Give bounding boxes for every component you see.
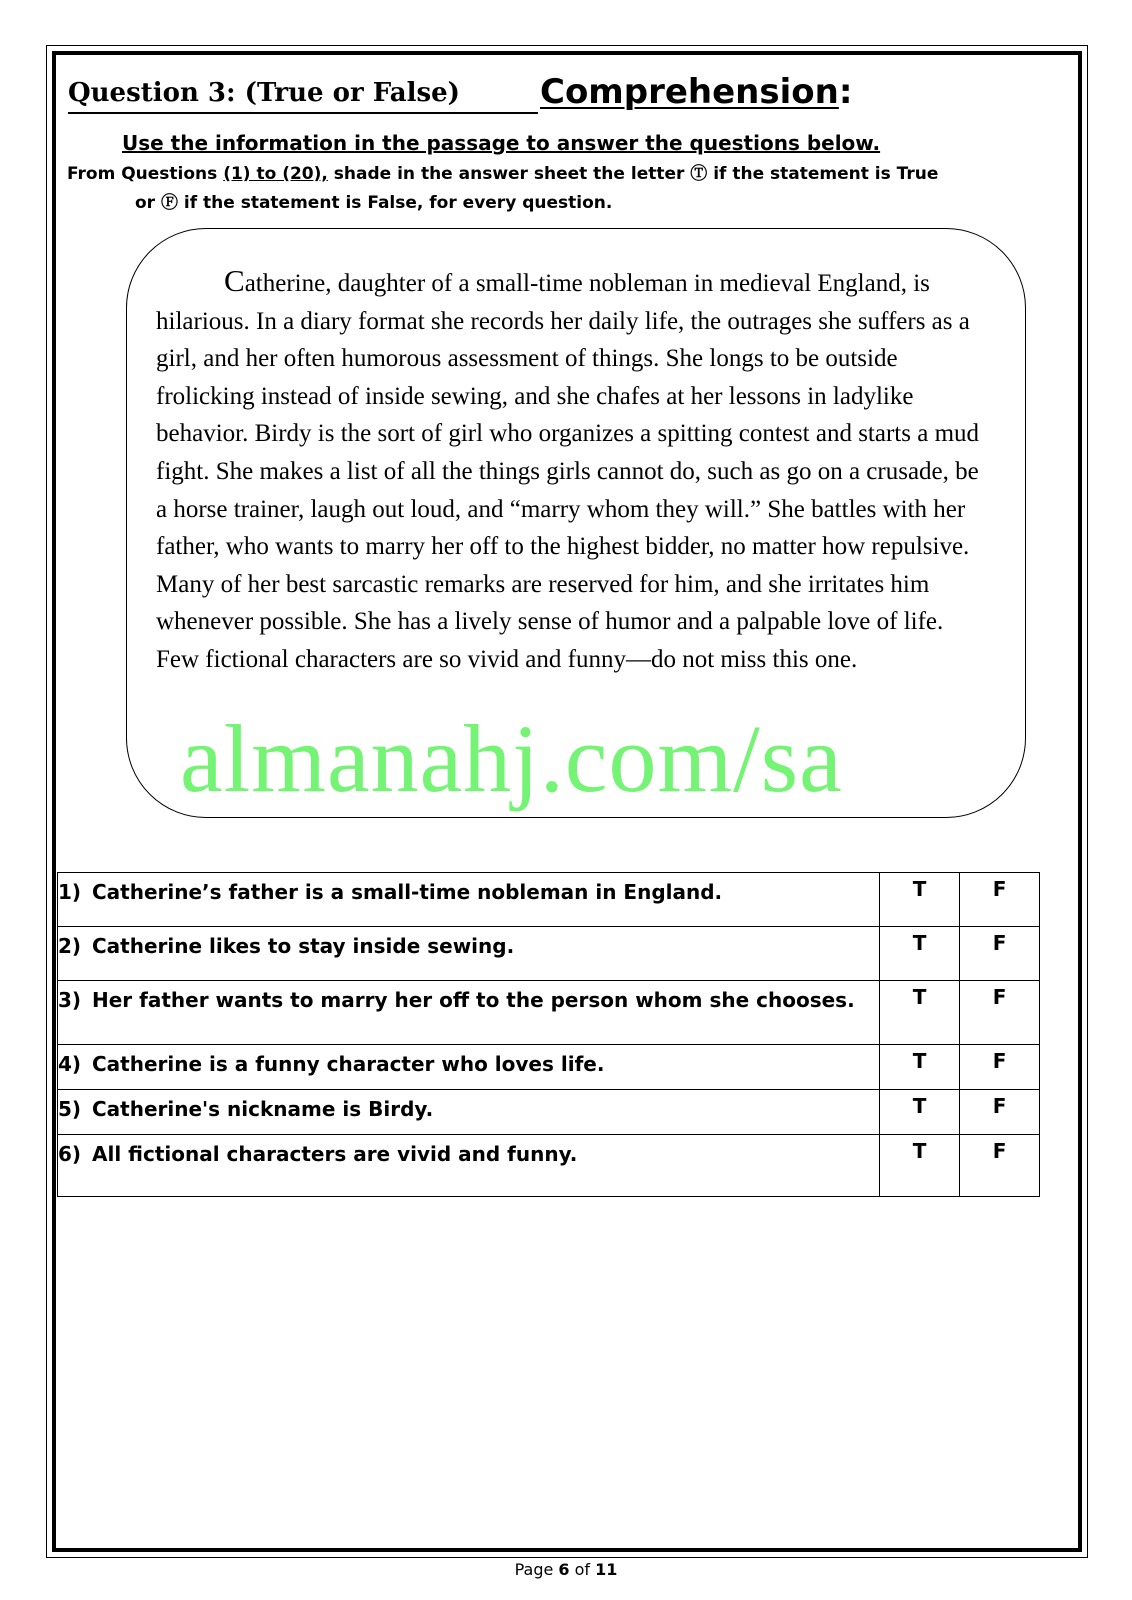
table-row — [58, 981, 1040, 1045]
false-option[interactable]: F — [960, 927, 1040, 981]
question-text: Catherine's nickname is Birdy. — [92, 1097, 434, 1121]
passage-text: Catherine, daughter of a small-time nobleman in medieval England, is hilarious. In a diary format she records her daily life, the outrages she suffers as a girl, and her often humorous assessment of things. She longs to be outside frolicking instead of inside sewing, and she chafes at her lessons in ladylike behavior. Birdy is the sort of girl who organizes a spitting contest and starts a mud fight. She makes a list of all the things girls cannot do, such as go on a crusade, be a horse trainer, laugh out loud, and “marry whom they will.” She battles with her father, who wants to marry her off to the highest bidder, no matter how repulsive. Many of her best sarcastic remarks are reserved for him, and she irritates him whenever possible. She has a lively sense of humor and a palpable love of life. Few fictional characters are so vivid and funny—do not miss this one. — [156, 263, 980, 673]
false-option[interactable]: F — [960, 981, 1040, 1045]
question-text: Catherine is a funny character who loves life. — [92, 1052, 605, 1076]
question-title: Question 3: (True or False) — [68, 76, 538, 114]
statement-cell — [58, 927, 880, 981]
false-option[interactable]: F — [960, 873, 1040, 927]
question-text: All fictional characters are vivid and funny. — [92, 1142, 578, 1166]
page-current: 6 — [558, 1560, 570, 1579]
watermark: almanahj.com/sa — [180, 705, 843, 812]
question-number: 2) — [58, 934, 82, 958]
question-text: Her father wants to marry her off to the person whom she chooses. — [92, 988, 855, 1012]
true-option[interactable]: T — [880, 873, 960, 927]
true-option[interactable]: T — [880, 981, 960, 1045]
statement-cell — [58, 1045, 880, 1090]
instruction-line-3: or Ⓕ if the statement is False, for every question. — [135, 193, 613, 213]
page-label: Page — [514, 1560, 559, 1579]
instruction-line-2-prefix: From Questions — [67, 164, 224, 184]
true-option[interactable]: T — [880, 1045, 960, 1090]
instruction-line-2 — [67, 162, 938, 186]
instruction-line-2-suffix: shade in the answer sheet the letter Ⓣ if the statement is True — [327, 164, 939, 184]
page-of: of — [569, 1560, 596, 1579]
true-option[interactable]: T — [880, 1090, 960, 1135]
statement-cell — [58, 873, 880, 927]
question-number: 4) — [58, 1052, 82, 1076]
false-option[interactable]: F — [960, 1045, 1040, 1090]
page-footer — [0, 1560, 1132, 1580]
table-row — [58, 1045, 1040, 1090]
table-row — [58, 873, 1040, 927]
true-option[interactable]: T — [880, 927, 960, 981]
false-option[interactable]: F — [960, 1135, 1040, 1197]
section-title-word: Comprehension — [540, 72, 839, 112]
question-text: Catherine likes to stay inside sewing. — [92, 934, 515, 958]
false-option[interactable]: F — [960, 1090, 1040, 1135]
question-number: 5) — [58, 1097, 82, 1121]
question-text: Catherine’s father is a small-time nobleman in England. — [92, 880, 723, 904]
instruction-line-1: Use the information in the passage to answer the questions below. — [122, 131, 881, 155]
page-total: 11 — [595, 1560, 618, 1579]
statement-cell — [58, 1090, 880, 1135]
table-row — [58, 1090, 1040, 1135]
instruction-question-range: (1) to (20), — [223, 164, 328, 184]
question-number: 6) — [58, 1142, 82, 1166]
true-option[interactable]: T — [880, 1135, 960, 1197]
question-number: 3) — [58, 988, 82, 1012]
question-number: 1) — [58, 880, 82, 904]
statement-cell — [58, 981, 880, 1045]
table-row — [58, 1135, 1040, 1197]
section-title — [540, 72, 852, 112]
section-title-colon: : — [838, 72, 853, 112]
true-false-table — [57, 872, 1040, 1197]
statement-cell — [58, 1135, 880, 1197]
table-row — [58, 927, 1040, 981]
